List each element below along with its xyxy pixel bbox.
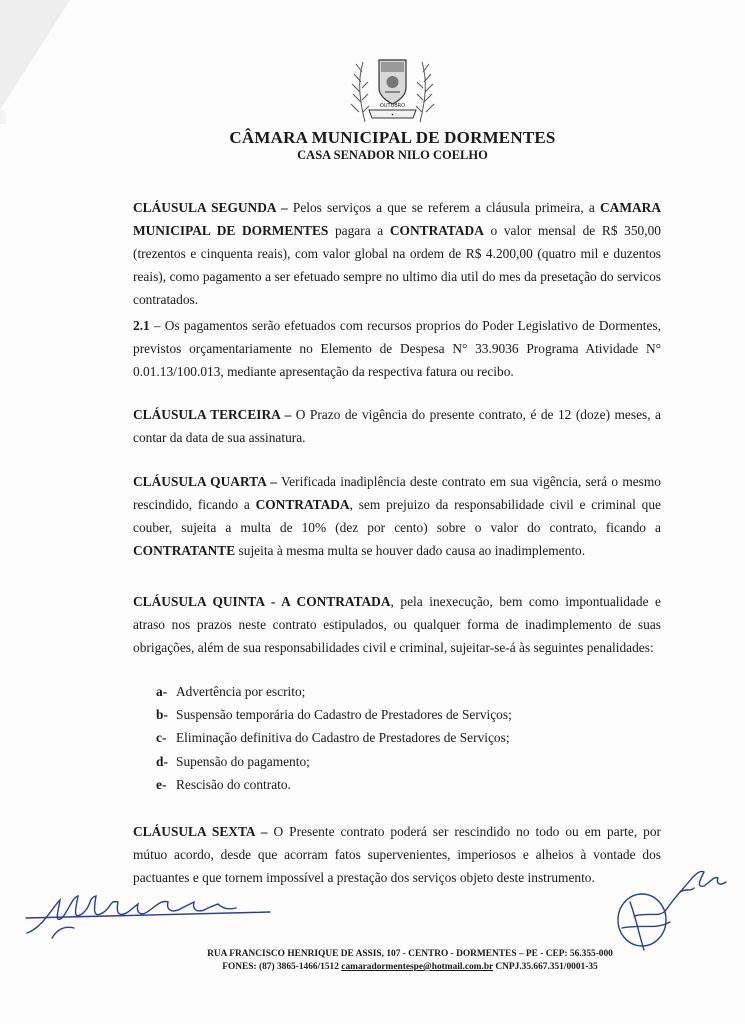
footer-contacts [180,961,640,974]
clause-fourth-contractor: CONTRATANTE [133,543,236,558]
clause-second-text-1: Pelos serviços a que se referem a cláusula primeira, a [287,200,600,215]
clause-second-contracted: CONTRATADA [389,223,484,238]
municipal-seal-icon [345,52,440,128]
clause-third-heading: CLÁUSULA TERCEIRA – [133,407,292,422]
item-2-1-text: – Os pagamentos serão efetuados com recursos proprios do Poder Legislativo de Dormentes, previstos orçamentariamente no Elemento de Despesa N° 33.9036 Programa Atividade N° 0.01.13/100.013, mediante apresentação da respectiva fatura ou recibo. [133,318,661,379]
clause-sixth-text: O Presente contrato poderá ser rescindido no todo ou em parte, por mútuo acordo, desde que acorram fatos supervenientes, imperiosos e alheios à vontade dos pactuantes e que tornem impossível a prestação dos serviços objeto deste instrumento. [133,824,661,885]
clause-fourth-text-3: sujeita à mesma multa se houver dado causa ao inadimplemento. [235,543,586,558]
clause-fifth [133,590,661,659]
list-item-letter: e- [156,776,167,792]
clause-fourth-contracted: CONTRATADA [255,497,350,512]
clause-third [133,403,661,449]
clause-third-text: O Prazo de vigência do presente contrato, é de 12 (doze) meses, a contar da data de sua assinatura. [133,407,661,445]
list-item [156,726,512,749]
list-item-letter: a- [156,684,168,699]
item-2-1-number: 2.1 [133,318,150,333]
folded-corner-shadow [0,110,6,124]
list-item-letter: d- [156,753,168,769]
clause-second-text-2: pagara a [328,223,390,238]
signature-left [22,878,272,948]
clause-fourth-text-1: Verificada inadiplência deste contrato em sua vigência, será o mesmo rescindido, ficando a [133,474,662,512]
list-item [156,680,512,703]
clause-second-heading: CLÁUSULA SEGUNDA – [133,200,288,215]
footer-address: RUA FRANCISCO HENRIQUE DE ASSIS, 107 - CENTRO - DORMENTES – PE - CEP: 56.355-000 [207,949,613,959]
list-item-text: Advertência por escrito; [176,684,306,699]
clause-sixth-heading: CLÁUSULA SEXTA – [133,824,268,839]
list-item [156,750,512,773]
clause-second-text-3: o valor mensal de R$ 350,00 (trezentos e cinquenta reais), com valor global na ordem de R$ 4.200,00 (quatro mil e duzentos reais), como pagamento a ser efetuado sempre no ultimo dia util do mes da presetação do servicos contratados. [133,223,661,307]
list-item-text: Eliminação definitiva do Cadastro de Prestadores de Serviços; [176,730,510,746]
list-item [156,773,512,796]
clause-second-party: CAMARA MUNICIPAL DE DORMENTES [133,200,661,238]
list-item-letter: c- [156,730,167,746]
list-item-text: Suspensão temporária do Cadastro de Prestadores de Serviços; [176,707,512,723]
list-item [156,703,512,726]
list-item-letter: b- [156,707,168,723]
folded-corner [0,0,70,110]
svg-text:✦: ✦ [390,112,395,117]
clause-second [133,196,661,311]
clause-fourth [133,470,661,562]
clause-fifth-text: , pela inexecução, bem como impontualidade e atraso nos prazos neste contrato estipulados, ou qualquer forma de inadimplemento de suas obrigações, além de sua responsabilidades civil e criminal, sujeitar-se-á às seguintes penalidades: [133,594,661,655]
seal-ribbon-text: OUTUBRO [379,103,406,109]
chamber-title: CÂMARA MUNICIPAL DE DORMENTES [229,128,556,147]
footer-phones: FONES: (87) 3865-1466/1512 [222,962,342,972]
footer-email-link[interactable]: camaradormentespe@hotmail.com.br [341,962,494,972]
list-item-text: Rescisão do contrato. [176,776,291,792]
bleed-through-text [140,178,143,194]
clause-fifth-heading: CLÁUSULA QUINTA - A CONTRATADA [133,594,391,609]
item-2-1 [133,314,661,383]
penalties-list [156,680,512,796]
list-item-text: Supensão do pagamento; [176,753,310,769]
footer-cnpj: CNPJ.35.667.351/0001-35 [493,962,598,972]
clause-fourth-heading: CLÁUSULA QUARTA – [133,474,277,489]
chamber-subtitle: CASA SENADOR NILO COELHO [297,148,488,162]
signature-right [600,858,730,958]
clause-fourth-text-2: , sem prejuizo da responsabilidade civil e criminal que couber, sujeita a multa de 10% (dez por cento) sobre o valor do contrato, ficando a [133,497,661,535]
